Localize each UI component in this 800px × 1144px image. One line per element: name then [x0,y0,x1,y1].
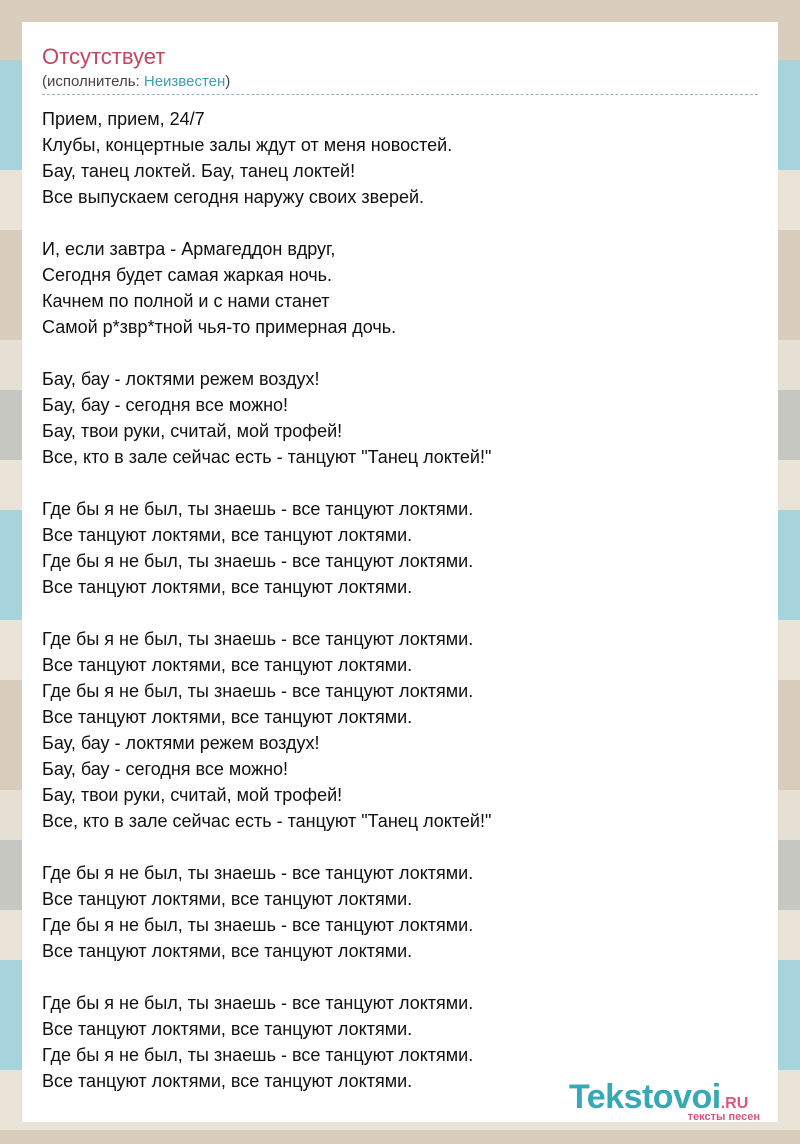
lyrics-line: Все танцуют локтями, все танцуют локтями. [42,525,413,545]
lyrics-stanza [42,366,762,470]
lyrics-line: Все танцуют локтями, все танцуют локтями. [42,1071,413,1091]
lyrics-line: Где бы я не был, ты знаешь - все танцуют локтями. [42,1045,474,1065]
lyrics-line: И, если завтра - Армагеддон вдруг, [42,239,336,259]
lyrics-line: Самой р*звр*тной чья-то примерная дочь. [42,317,397,337]
lyrics-line: Все выпускаем сегодня наружу своих зверей. [42,187,425,207]
performer-prefix: (исполнитель: [42,73,144,90]
lyrics-stanza [42,236,762,340]
lyrics-line: Все танцуют локтями, все танцуют локтями. [42,941,413,961]
lyrics-line: Бау, бау - сегодня все можно! [42,759,289,779]
performer-suffix: ) [225,73,231,90]
lyrics-stanza [42,860,762,964]
lyrics-line: Все танцуют локтями, все танцуют локтями. [42,889,413,909]
lyrics-stanza [42,106,762,210]
logo-tagline: тексты песен [687,1111,760,1123]
lyrics-line: Где бы я не был, ты знаешь - все танцуют локтями. [42,629,474,649]
lyrics-line: Все, кто в зале сейчас есть - танцуют "Танец локтей!" [42,447,492,467]
lyrics-line: Бау, бау - локтями режем воздух! [42,733,320,753]
lyrics-stanza [42,496,762,600]
lyrics-body [42,106,762,1094]
performer-line [42,73,230,91]
lyrics-line: Клубы, концертные залы ждут от меня новостей. [42,135,453,155]
lyrics-line: Где бы я не был, ты знаешь - все танцуют локтями. [42,863,474,883]
tekstovoi-logo[interactable] [569,1078,774,1122]
lyrics-line: Прием, прием, 24/7 [42,109,205,129]
lyrics-line: Все танцуют локтями, все танцуют локтями. [42,707,413,727]
lyrics-line: Где бы я не был, ты знаешь - все танцуют локтями. [42,551,474,571]
lyrics-line: Бау, танец локтей. Бау, танец локтей! [42,161,356,181]
lyrics-line: Все танцуют локтями, все танцуют локтями. [42,655,413,675]
lyrics-line: Все танцуют локтями, все танцуют локтями. [42,1019,413,1039]
lyrics-line: Бау, твои руки, считай, мой трофей! [42,785,343,805]
lyrics-line: Сегодня будет самая жаркая ночь. [42,265,333,285]
lyrics-line: Бау, бау - сегодня все можно! [42,395,289,415]
lyrics-line: Где бы я не был, ты знаешь - все танцуют локтями. [42,993,474,1013]
lyrics-line: Где бы я не был, ты знаешь - все танцуют локтями. [42,499,474,519]
lyrics-sheet [22,22,778,1122]
lyrics-line: Все танцуют локтями, все танцуют локтями. [42,577,413,597]
song-title: Отсутствует [42,44,166,69]
lyrics-line: Где бы я не был, ты знаешь - все танцуют локтями. [42,915,474,935]
lyrics-line: Качнем по полной и с нами станет [42,291,330,311]
lyrics-line: Где бы я не был, ты знаешь - все танцуют локтями. [42,681,474,701]
logo-main-text: Tekstovoi [569,1078,721,1116]
lyrics-line: Все, кто в зале сейчас есть - танцуют "Танец локтей!" [42,811,492,831]
artist-link[interactable]: Неизвестен [143,73,226,90]
lyrics-stanza [42,626,762,834]
logo-tld-text: .RU [720,1095,749,1112]
lyrics-line: Бау, бау - локтями режем воздух! [42,369,320,389]
lyrics-line: Бау, твои руки, считай, мой трофей! [42,421,343,441]
header-divider [42,94,758,95]
